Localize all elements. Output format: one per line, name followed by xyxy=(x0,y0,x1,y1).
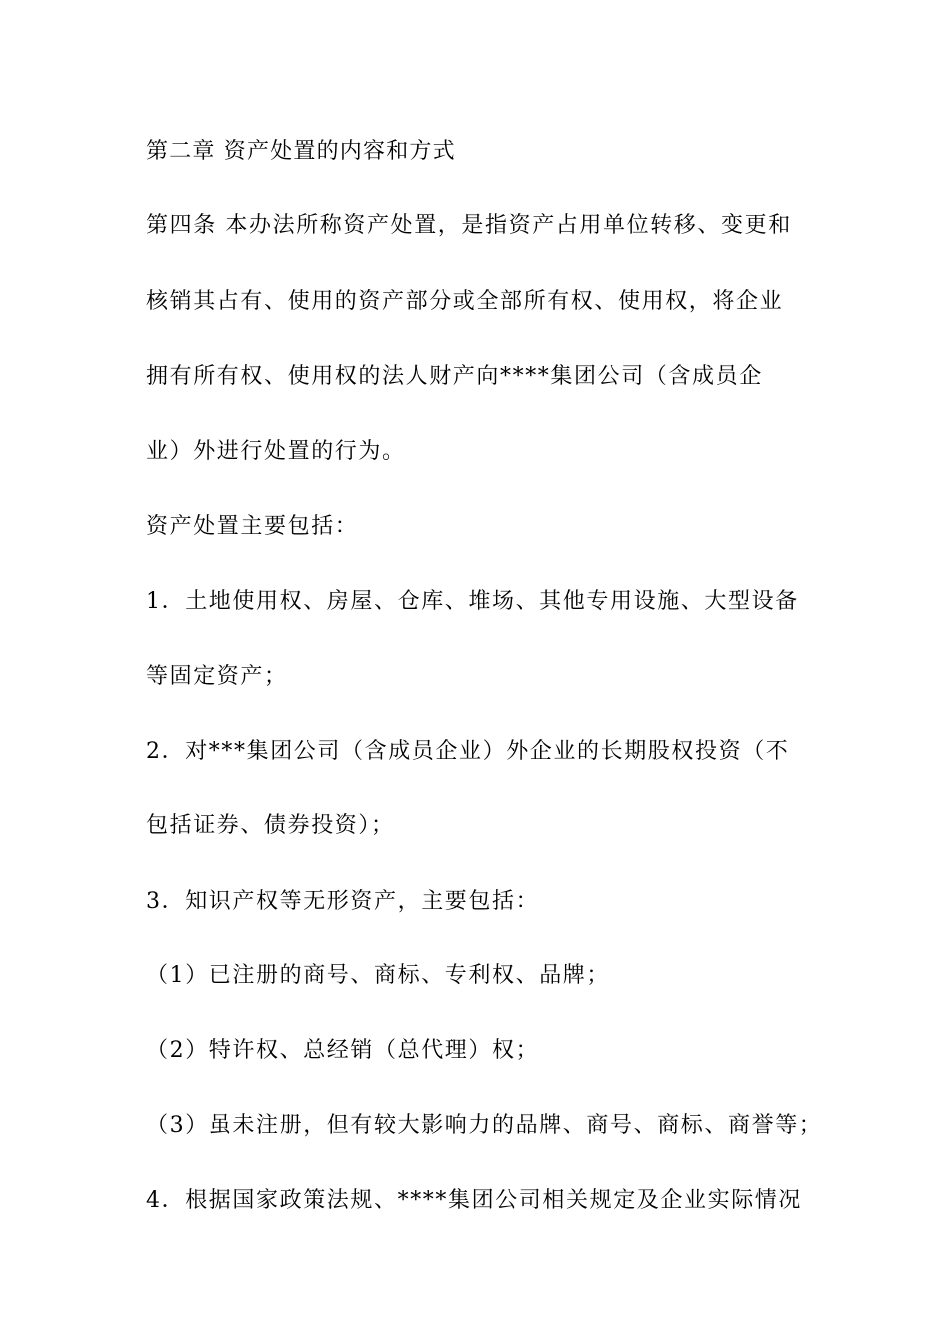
text-line: 包括证券、债券投资）； xyxy=(146,813,395,838)
text-line: 拥有所有权、使用权的法人财产向****集团公司（含成员企 xyxy=(146,364,763,389)
text-line: （3）虽未注册，但有较大影响力的品牌、商号、商标、商誉等； xyxy=(146,1113,823,1138)
text-line: 等固定资产； xyxy=(146,664,288,689)
text-line: 资产处置主要包括： xyxy=(146,514,359,539)
text-line: 1．土地使用权、房屋、仓库、堆场、其他专用设施、大型设备 xyxy=(146,589,799,614)
text-line: 业）外进行处置的行为。 xyxy=(146,439,406,464)
text-line: 4．根据国家政策法规、****集团公司相关规定及企业实际情况 xyxy=(146,1188,802,1213)
text-line: 2．对***集团公司（含成员企业）外企业的长期股权投资（不 xyxy=(146,739,790,764)
text-line: 3．知识产权等无形资产，主要包括： xyxy=(146,889,540,914)
text-line: 核销其占有、使用的资产部分或全部所有权、使用权，将企业 xyxy=(146,289,784,314)
text-line: （2）特许权、总经销（总代理）权； xyxy=(146,1038,540,1063)
chapter-title: 第二章 资产处置的内容和方式 xyxy=(146,139,456,164)
text-line: （1）已注册的商号、商标、专利权、品牌； xyxy=(146,963,610,988)
text-line: 第四条 本办法所称资产处置，是指资产占用单位转移、变更和 xyxy=(146,213,792,238)
